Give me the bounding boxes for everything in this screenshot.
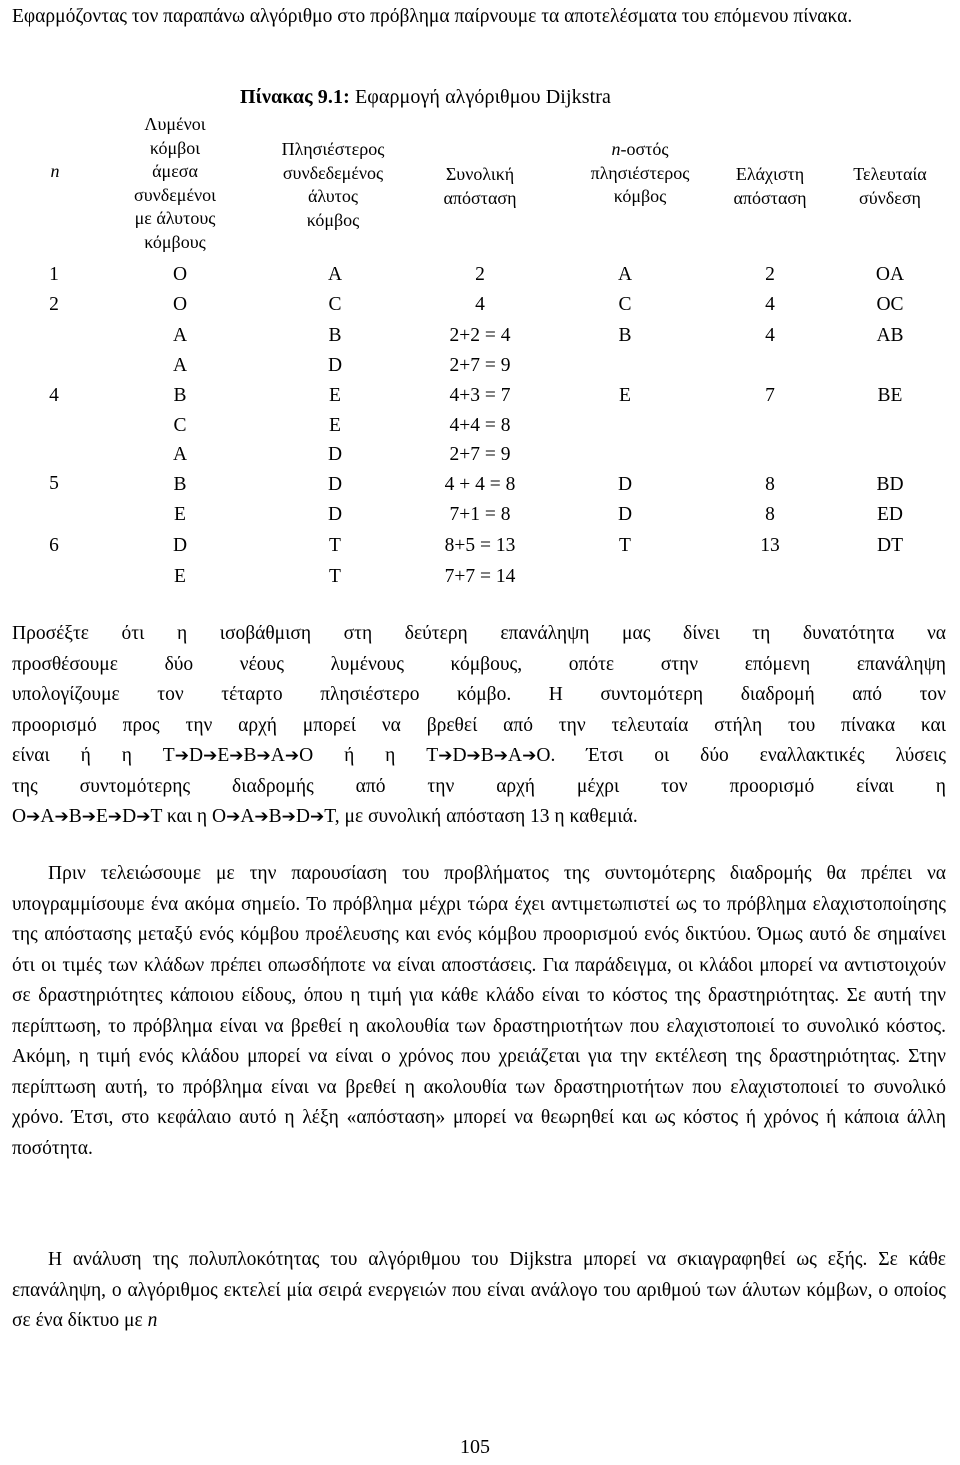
row4-solved-1: A [172, 444, 188, 465]
row4-link-2: ED [877, 504, 903, 525]
row5-nth: T [619, 535, 631, 556]
row4-nearest-2: D [327, 474, 343, 495]
row1-solved: O [172, 264, 188, 285]
row1-n: 1 [49, 264, 59, 285]
row3-link: BE [877, 385, 903, 406]
row3-nth: E [619, 385, 631, 406]
row4-total-2: 4 + 4 = 8 [444, 474, 516, 495]
arrow-icon: ➔ [281, 807, 296, 827]
header-min-distance: Ελάχιστη απόσταση [733, 164, 807, 208]
arrow-icon: ➔ [466, 746, 481, 766]
row1-nearest: A [327, 264, 343, 285]
row2-solved-2: A [172, 325, 188, 346]
header-total-distance: Συνολική απόσταση [443, 164, 517, 208]
row2-nearest-1: C [328, 294, 342, 315]
row4-nth-1: D [617, 474, 633, 495]
row2-min-2: 4 [765, 325, 775, 346]
arrow-icon: ➔ [284, 746, 300, 766]
arrow-icon: ➔ [81, 807, 96, 827]
arrow-icon: ➔ [522, 746, 537, 766]
row2-nth-1: C [618, 294, 632, 315]
row5-n: 6 [49, 535, 59, 556]
row2-n: 2 [49, 294, 59, 315]
row3-total-2: 4+3 = 7 [449, 385, 511, 406]
arrow-icon: ➔ [174, 746, 189, 766]
row1-link: OA [875, 264, 905, 285]
row5-link: DT [877, 535, 903, 556]
arrow-icon: ➔ [107, 807, 123, 827]
row4-solved-3: E [174, 504, 186, 525]
arrow-icon: ➔ [203, 746, 218, 766]
row2-nearest-2: B [328, 325, 342, 346]
intro-paragraph: Εφαρμόζοντας τον παραπάνω αλγόριθμο στο πρόβλημα παίρνουμε τα αποτελέσματα του επόμενου πίνακα. [12, 6, 853, 27]
row5-solved-2: E [174, 566, 186, 587]
arrow-icon: ➔ [254, 807, 269, 827]
row1-total: 2 [475, 264, 485, 285]
row4-link-1: BD [876, 474, 904, 495]
row2-solved-1: O [172, 294, 188, 315]
arrow-icon: ➔ [229, 746, 244, 766]
header-solved-nodes: Λυμένοι κόμβοι άμεσα συνδεμένοι με άλυτους κόμβους [134, 114, 216, 252]
complexity-paragraph: Η ανάλυση της πολυπλοκότητας του αλγόριθμου του Dijkstra μπορεί να σκιαγραφηθεί ως εξής. Σε κάθε επανάληψη, ο αλγόριθμος εκτελεί μία σειρά ενεργειών που είναι ανάλογο του αριθμού των άλυτων κόμβων, ο οποίος σε ένα δίκτυο με n [12, 1249, 946, 1331]
row5-nearest-2: T [329, 566, 341, 587]
arrow-icon: ➔ [136, 807, 151, 827]
row2-link-2: AB [876, 325, 904, 346]
page-number: 105 [460, 1436, 490, 1458]
row4-total-3: 7+1 = 8 [449, 504, 511, 525]
variable-n: n [147, 1310, 158, 1331]
table-caption [240, 86, 611, 109]
row3-total-3: 4+4 = 8 [449, 415, 511, 436]
path-line-1: είναι ή η T➔D➔E➔B➔A➔O ή η T➔D➔B➔A➔O. Έτσι οι δύο εναλλακτικές λύσεις [12, 745, 946, 766]
row3-solved-2: B [173, 385, 187, 406]
row4-n: 5 [49, 473, 59, 494]
arrow-icon: ➔ [226, 807, 241, 827]
row4-total-1: 2+7 = 9 [449, 444, 511, 465]
row3-solved-3: C [173, 415, 187, 436]
row3-n: 4 [49, 385, 59, 406]
row5-nearest-1: T [329, 535, 341, 556]
arrow-icon: ➔ [493, 746, 509, 766]
row4-nth-2: D [617, 504, 633, 525]
arrow-icon: ➔ [438, 746, 453, 766]
row4-nearest-3: D [327, 504, 343, 525]
arrow-icon: ➔ [26, 807, 41, 827]
row2-link-1: OC [876, 294, 904, 315]
row2-nth-2: B [618, 325, 632, 346]
row4-min-2: 8 [765, 504, 775, 525]
row3-solved-1: A [172, 355, 188, 376]
table-caption-text: Εφαρμογή αλγόριθμου Dijkstra [349, 86, 611, 108]
row5-solved-1: D [172, 535, 188, 556]
row1-min: 2 [765, 264, 775, 285]
row5-min: 13 [760, 535, 780, 556]
row2-min-1: 4 [765, 294, 775, 315]
row3-nearest-3: E [329, 415, 341, 436]
header-last-link: Τελευταία σύνδεση [853, 164, 927, 208]
arrow-icon: ➔ [256, 746, 271, 766]
row2-total-2: 2+2 = 4 [449, 325, 511, 346]
table-caption-label: Πίνακας 9.1: [240, 86, 350, 108]
row1-nth: A [617, 264, 633, 285]
row4-solved-2: B [173, 474, 187, 495]
row5-total-1: 8+5 = 13 [444, 535, 516, 556]
row3-min: 7 [765, 385, 775, 406]
header-nearest-unsolved: Πλησιέστερος συνδεδεμένος άλυτος κόμβος [281, 139, 385, 230]
row2-total-1: 4 [475, 294, 485, 315]
row5-total-2: 7+7 = 14 [444, 566, 516, 587]
row3-nearest-2: E [329, 385, 341, 406]
row3-nearest-1: D [327, 355, 343, 376]
arrow-icon: ➔ [54, 807, 69, 827]
header-n: n [50, 161, 60, 181]
distance-interpretation-paragraph: Πριν τελειώσουμε με την παρουσίαση του προβλήματος της συντομότερης διαδρομής θα πρέπει να υπογραμμίσουμε ένα ακόμα σημείο. Το πρόβλημα μέχρι τώρα έχει αντιμετωπιστεί ως το πρόβλημα ελαχιστοποίησης της απόστασης μεταξύ ενός κόμβου προέλευσης και ενός κόμβου προορισμού ενός δικτύου. Όμως αυτό δε σημαίνει ότι οι τιμές των κλάδων πρέπει οπωσδήποτε να είναι αποστάσεις. Για παράδειγμα, οι κλάδοι μπορεί να αντιστοιχούν σε δραστηριότητες κάποιου είδους, όπου η τιμή για κάθε κλάδο είναι το κόστος της δραστηριότητας. Σε αυτή την περίπτωση, το πρόβλημα είναι να βρεθεί η ακολουθία των δραστηριοτήτων που ελαχιστοποιεί το συνολικό κόστος. Ακόμη, η τιμή ενός κλάδου μπορεί να είναι ο χρόνος που χρειάζεται για την εκτέλεση της δραστηριότητας. Στην περίπτωση αυτή, το πρόβλημα είναι να βρεθεί η ακολουθία των δραστηριοτήτων που ελαχιστοποιεί το συνολικό χρόνο. Έτσι, στο κεφάλαιο αυτό η λέξη «απόσταση» μπορεί να θεωρηθεί και ως κόστος ή χρόνος ή κάποια άλλη ποσότητα. [12, 863, 946, 1159]
row4-nearest-1: D [327, 444, 343, 465]
row4-min-1: 8 [765, 474, 775, 495]
row3-total-1: 2+7 = 9 [449, 355, 511, 376]
arrow-icon: ➔ [310, 807, 325, 827]
header-nth-nearest: n-οστός πλησιέστερος κόμβος [590, 139, 690, 206]
shortest-path-paragraph: Προσέξτε ότι η ισοβάθμιση στη δεύτερη επανάληψη μας δίνει τη δυνατότητα να προσθέσουμε δύο νέους λυμένους κόμβους, οπότε στην επόμενη επανάληψη υπολογίζουμε τον τέταρτο πλησιέστερο κόμβο. Η συντομότερη διαδρομή από τον προορισμό προς την αρχή μπορεί να βρεθεί από την τελευταία στήλη του πίνακα και είναι ή η T➔D➔E➔B➔A➔O ή η T➔D➔B➔A➔O. Έτσι οι δύο εναλλακτικές λύσεις της συντομότερης διαδρομής από την αρχή μέχρι τον προορισμό είναι η O➔A➔B➔E➔D➔T και η O➔A➔B➔D➔T, με συνολική απόσταση 13 η καθεμιά. [12, 619, 946, 833]
path-line-2: O➔A➔B➔E➔D➔T και η O➔A➔B➔D➔T, με συνολική απόσταση 13 η καθεμιά. [12, 806, 638, 827]
